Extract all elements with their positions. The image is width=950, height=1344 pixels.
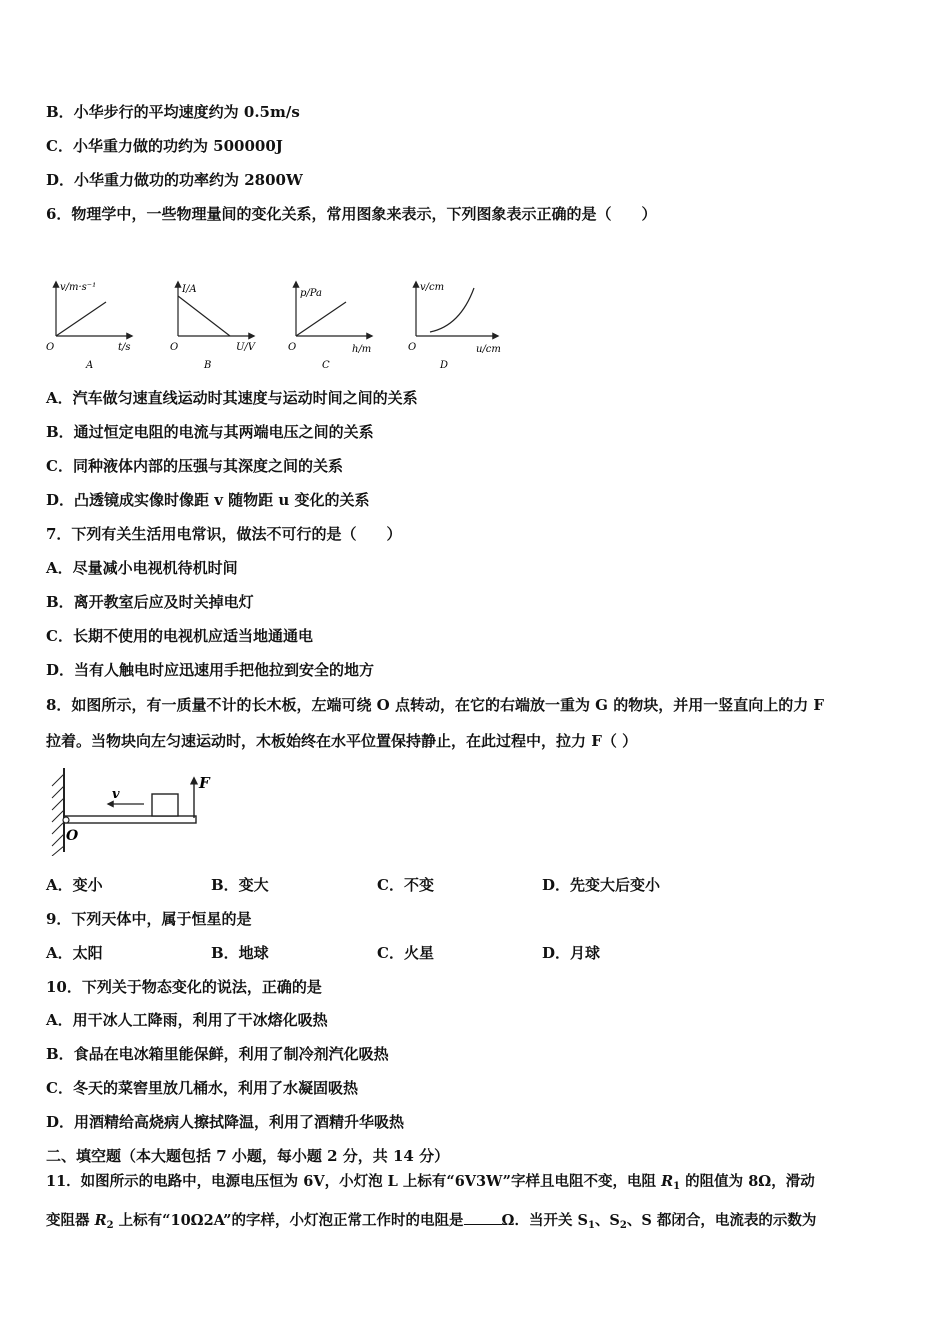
q10-stem: 10．下列关于物态变化的说法，正确的是 [46,978,322,996]
q5-option-b: B．小华步行的平均速度约为 0.5m/s [46,103,300,121]
q7-stem: 7．下列有关生活用电常识，做法不可行的是（ ） [46,525,402,543]
q9-option-b: B．地球 [211,944,269,962]
q11-text-1b: 的阻值为 8Ω，滑动 [680,1173,815,1190]
q10-option-a: A．用干冰人工降雨，利用了干冰熔化吸热 [46,1011,328,1029]
q11-r1-sub: 1 [673,1181,681,1192]
q11-r2: R [94,1212,107,1229]
q9-option-c: C．火星 [377,944,434,962]
graph-d-y-label: v/cm [420,282,445,293]
lever-o-label: O [66,828,79,844]
q8-option-a: A．变小 [46,876,103,894]
q6-option-b: B．通过恒定电阻的电流与其两端电压之间的关系 [46,423,374,441]
q6-stem: 6．物理学中，一些物理量间的变化关系，常用图象来表示，下列图象表示正确的是（ ） [46,205,657,223]
graph-c-caption: C [322,360,330,371]
graph-a-origin: O [46,342,55,353]
graph-b-origin: O [170,342,179,353]
graph-a-caption: A [86,360,94,371]
graph-c-y-label: p/Pa [300,288,323,299]
q11-stem-line2 [46,1210,816,1236]
q11-text-2c: Ω．当开关 S [501,1212,588,1229]
graph-d [408,282,501,371]
q11-s2-sub: 2 [619,1220,627,1231]
graph-b-x-label: U/V [236,342,256,353]
q10-option-d: D．用酒精给高烧病人擦拭降温，利用了酒精升华吸热 [46,1113,405,1131]
graph-c [288,282,372,371]
graph-a-x-label: t/s [118,342,131,353]
q11-text-2d: 、S [594,1212,620,1229]
lever-v-label: v [112,787,120,802]
graph-c-origin: O [288,342,297,353]
q11-text-2a: 变阻器 [46,1212,95,1229]
graph-c-x-label: h/m [352,344,372,355]
q7-option-d: D．当有人触电时应迅速用手把他拉到安全的地方 [46,661,375,679]
graph-a-y-label: v/m·s⁻¹ [60,282,97,293]
graph-a [46,282,132,371]
q9-option-a: A．太阳 [46,944,103,962]
q8-lever-figure [44,764,224,856]
graph-b-caption: B [204,360,212,371]
q6-graphs [40,276,520,372]
q8-option-d: D．先变大后变小 [542,876,661,894]
q8-option-c: C．不变 [377,876,434,894]
q6-option-c: C．同种液体内部的压强与其深度之间的关系 [46,457,343,475]
q7-option-c: C．长期不使用的电视机应适当地通通电 [46,627,313,645]
q11-r2-sub: 2 [106,1220,114,1231]
q9-option-d: D．月球 [542,944,601,962]
q5-option-d: D．小华重力做功的功率约为 2800W [46,171,303,189]
graph-b-y-label: I/A [182,284,197,295]
q7-option-b: B．离开教室后应及时关掉电灯 [46,593,254,611]
q10-option-c: C．冬天的菜窖里放几桶水，利用了水凝固吸热 [46,1079,358,1097]
q11-stem-line1 [46,1172,815,1197]
q6-option-d: D．凸透镜成实像时像距 v 随物距 u 变化的关系 [46,491,370,509]
graph-b [170,282,257,371]
graph-d-x-label: u/cm [476,344,501,355]
q11-text-2e: 、S 都闭合，电流表的示数为 [626,1212,817,1229]
section-2-heading: 二、填空题（本大题包括 7 小题，每小题 2 分，共 14 分） [46,1147,450,1165]
lever-f-label: F [199,774,210,792]
q11-s1-sub: 1 [587,1220,595,1231]
q9-stem: 9．下列天体中，属于恒星的是 [46,910,252,928]
graph-d-caption: D [440,360,449,371]
q11-answer-blank[interactable] [464,1210,502,1225]
q10-option-b: B．食品在电冰箱里能保鲜，利用了制冷剂汽化吸热 [46,1045,389,1063]
q8-stem-line1: 8．如图所示，有一质量不计的长木板，左端可绕 O 点转动，在它的右端放一重为 G 的物块，并用一竖直向上的力 F [46,696,825,714]
q11-text-1a: 11．如图所示的电路中，电源电压恒为 6V，小灯泡 L 上标有“6V3W”字样且电阻不变，电阻 [46,1173,662,1190]
q11-text-2b: 上标有“10Ω2A”的字样，小灯泡正常工作时的电阻是 [113,1212,464,1229]
q5-option-c: C．小华重力做的功约为 500000J [46,137,283,155]
q8-option-b: B．变大 [211,876,269,894]
q7-option-a: A．尽量减小电视机待机时间 [46,559,238,577]
q8-stem-line2: 拉着。当物块向左匀速运动时，木板始终在水平位置保持静止，在此过程中，拉力 F（ ） [46,732,638,750]
q6-option-a: A．汽车做匀速直线运动时其速度与运动时间之间的关系 [46,389,418,407]
graph-d-origin: O [408,342,417,353]
q11-r1: R [661,1173,674,1190]
